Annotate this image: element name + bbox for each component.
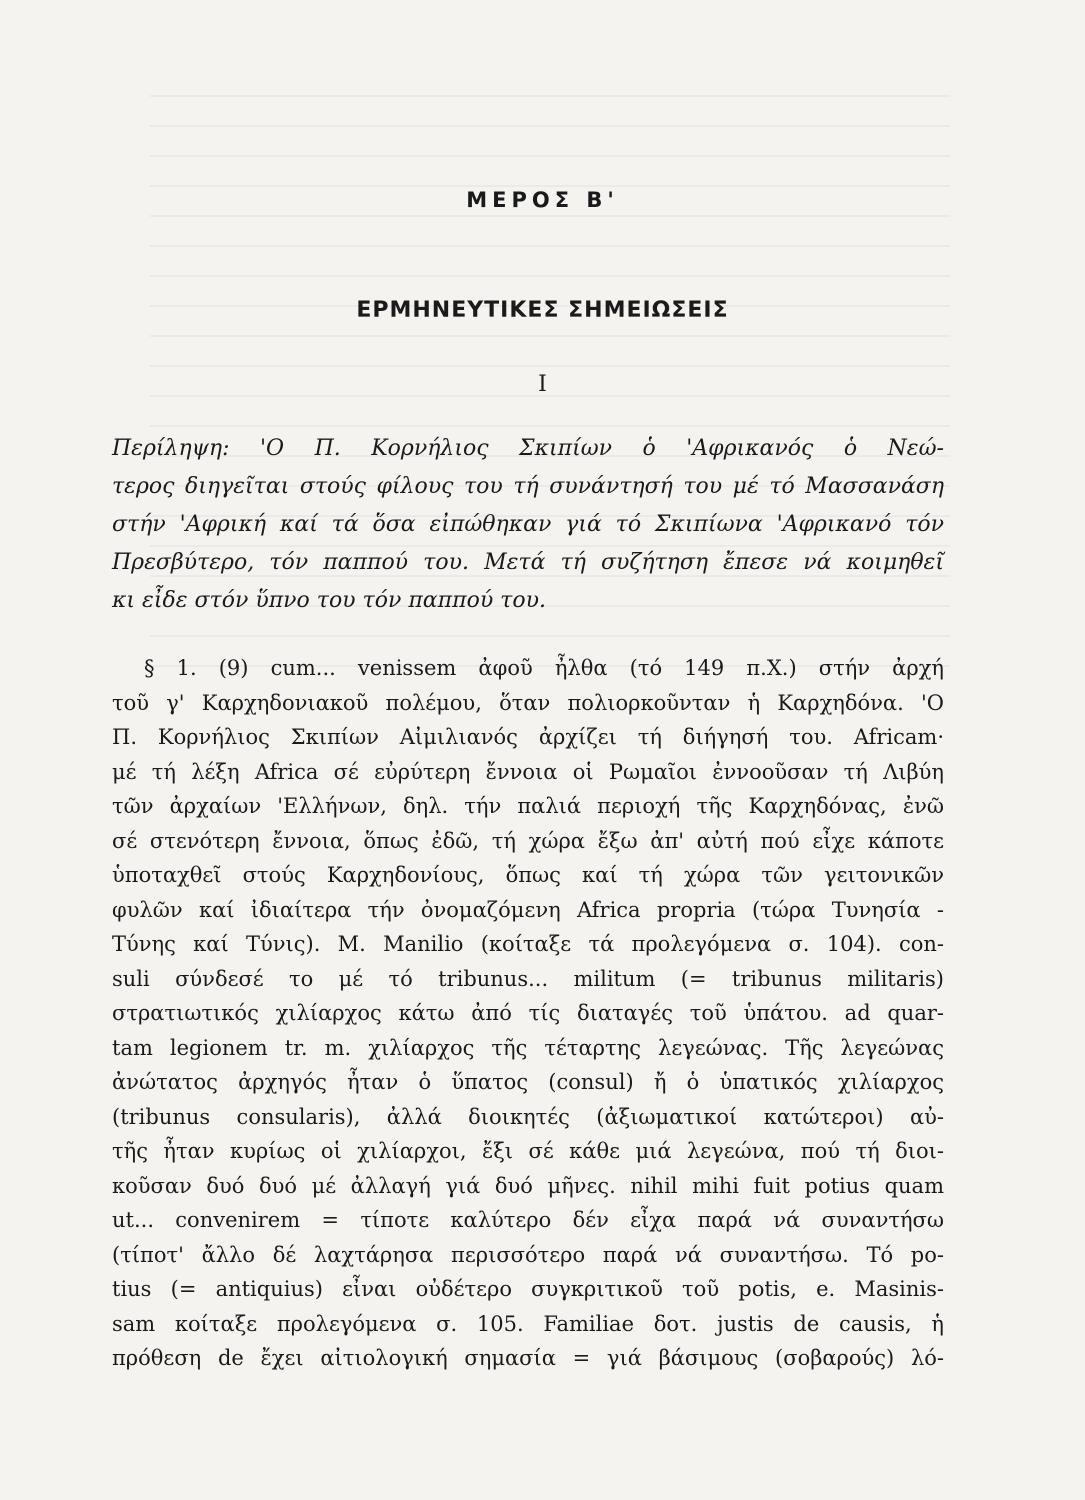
body-line: (tribunus consularis), ἀλλά διοικητές (ἀξιωματικοί κατώτεροι) αὐ- [112,1104,944,1129]
body-line: στρατιωτικός χιλίαρχος κάτω ἀπό τίς διαταγές τοῦ ὑπάτου. ad quar- [112,1001,944,1025]
body-line: suli σύνδεσέ το μέ τό tribunus... militum (= tribunus militaris) [112,966,944,991]
body-line: ut... convenirem = τίποτε καλύτερο δέν εἶχα παρά νά συναντήσω [112,1208,944,1232]
body-line: κοῦσαν δυό δυό μέ ἀλλαγή γιά δυό μῆνες. nihil mihi fuit potius quam [112,1173,944,1198]
body-line: ἀνώτατος ἀρχηγός ἦταν ὁ ὕπατος (consul) ἤ ὁ ὑπατικός χιλίαρχος [112,1070,944,1094]
body-line: (τίποτ' ἄλλο δέ λαχτάρησα περισσότερο παρά νά συναντήσω. Τό po- [112,1242,944,1267]
body-line: § 1. (9) cum... venissem ἀφοῦ ἦλθα (τό 149 π.Χ.) στήν ἀρχή [144,656,944,680]
body-line: τῆς ἦταν κυρίως οἱ χιλίαρχοι, ἔξι σέ κάθε μιά λεγεώνα, πού τή διοι- [112,1139,944,1163]
body-line: μέ τή λέξη Africa σέ εὐρύτερη ἔννοια οἱ Ρωμαῖοι ἐννοοῦσαν τή Λιβύη [112,759,944,784]
body-line: Π. Κορνήλιος Σκιπίων Αἰμιλιανός ἀρχίζει τή διήγησή του. Africam· [112,725,944,749]
summary-line: τερος διηγεῖται στούς φίλους του τή συνάντησή του μέ τό Μασσανάση [112,474,944,499]
body-line: πρόθεση de ἔχει αἰτιολογική σημασία = γιά βάσιμους (σοβαρούς) λό- [112,1346,944,1370]
part-title: ΜΕΡΟΣ Β' [466,188,619,212]
body-line: σέ στενότερη ἔννοια, ὅπως ἐδῶ, τή χώρα ἔξω ἀπ' αὐτή πού εἶχε κάποτε [112,828,944,853]
body-line: τῶν ἀρχαίων 'Ελλήνων, δηλ. τήν παλιά περιοχή τῆς Καρχηδόνας, ἐνῶ [112,794,944,818]
body-line: tius (= antiquius) εἶναι οὐδέτερο συγκριτικοῦ τοῦ potis, e. Masinis- [112,1277,944,1301]
body-line: τοῦ γ' Καρχηδονιακοῦ πολέμου, ὅταν πολιορκοῦνταν ἡ Καρχηδόνα. 'Ο [112,690,944,715]
body-line: tam legionem tr. m. χιλίαρχος τῆς τέταρτης λεγεώνας. Τῆς λεγεώνας [112,1035,944,1060]
summary-line: στήν 'Αφρική καί τά ὅσα εἰπώθηκαν γιά τό Σκιπίωνα 'Αφρικανό τόν [112,512,944,537]
summary-line: Πρεσβύτερο, τόν παππού του. Μετά τή συζήτηση ἔπεσε νά κοιμηθεῖ [112,550,944,575]
section-title: ΕΡΜΗΝΕΥΤΙΚΕΣ ΣΗΜΕΙΩΣΕΙΣ [356,298,729,323]
body-line: φυλῶν καί ἰδιαίτερα τήν ὀνομαζόμενη Africa propria (τώρα Τυνησία - [112,897,944,922]
chapter-number: I [538,372,547,397]
body-line: sam κοίταξε προλεγόμενα σ. 105. Familiae δοτ. justis de causis, ἡ [112,1311,944,1336]
body-line: ὑποταχθεῖ στούς Καρχηδονίους, ὅπως καί τή χώρα τῶν γειτονικῶν [112,863,944,887]
body-line: Τύνης καί Τύνις). M. Manilio (κοίταξε τά προλεγόμενα σ. 104). con- [112,932,944,956]
summary-line: Περίληψη: 'Ο Π. Κορνήλιος Σκιπίων ὁ 'Αφρικανός ὁ Νεώ- [112,436,944,461]
summary-line: κι εἶδε στόν ὕπνο του τόν παππού του. [112,588,546,613]
